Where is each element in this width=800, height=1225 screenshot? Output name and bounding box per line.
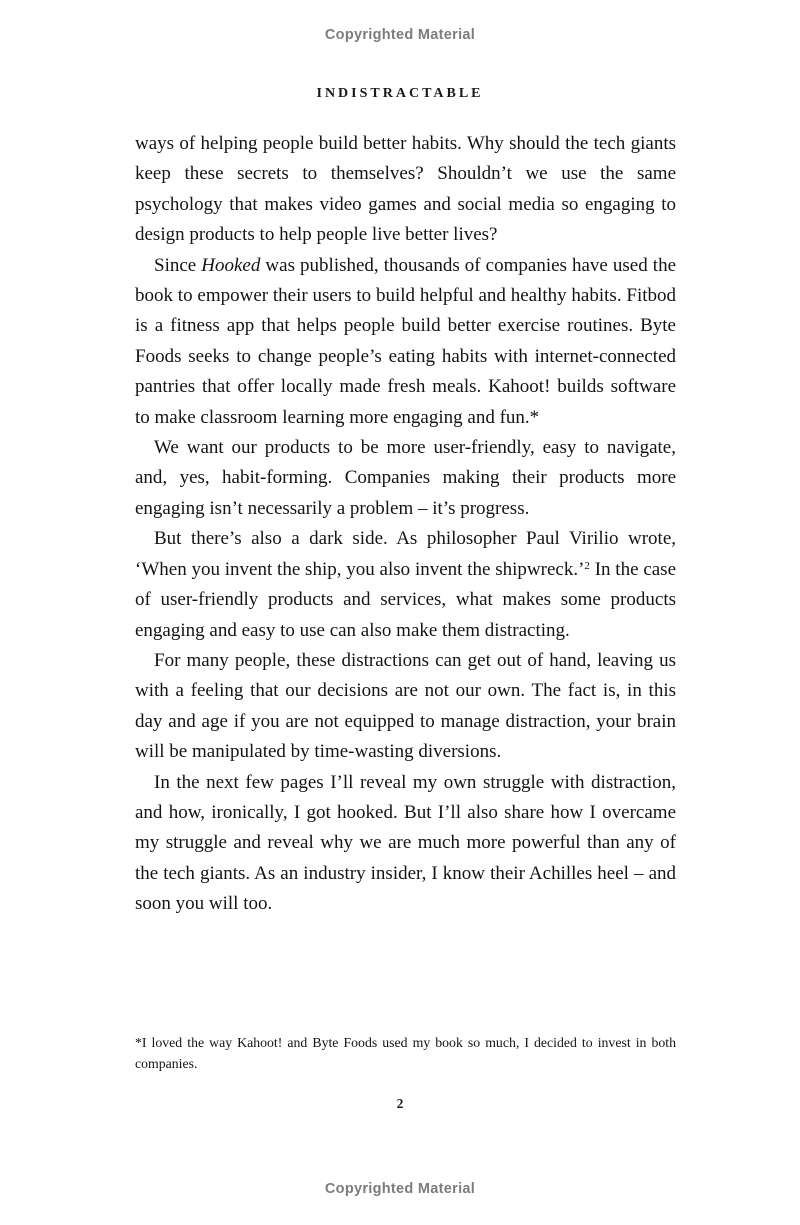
- copyright-notice-top: Copyrighted Material: [324, 27, 476, 43]
- footnote: *I loved the way Kahoot! and Byte Foods used my book so much, I decided to invest in both companies.: [135, 1035, 676, 1071]
- paragraph-1: ways of helping people build better habits. Why should the tech giants keep these secrets to themselves? Shouldn’t we use the same psychology that makes video games and social media so engaging to design products to help people live better lives?: [135, 133, 676, 246]
- page-number: 2: [396, 1096, 404, 1111]
- paragraph-2-text: was published, thousands of companies have used the book to empower their users to build helpful and healthy habits. Fitbod is a fitness app that helps people build better exercise routines. Byte Foods seeks to change people’s eating habits with internet-connected pantries that offer locally made fresh meals. Kahoot! builds software to make classroom learning more engaging and fun.*: [135, 254, 676, 428]
- endnote-reference: 2: [584, 559, 590, 572]
- paragraph-5: For many people, these distractions can get out of hand, leaving us with a feeling that our decisions are not our own. The fact is, in this day and age if you are not equipped to manage distraction, your brain will be manipulated by time-wasting diversions.: [135, 649, 676, 763]
- book-title-italic: Hooked: [201, 254, 261, 276]
- copyright-notice-bottom: Copyrighted Material: [324, 1181, 476, 1197]
- paragraph-4-text: In the case of user-friendly products and services, what makes some products engaging and easy to use can also make them distracting.: [135, 558, 677, 641]
- paragraph-2-text: Since: [154, 254, 202, 276]
- running-header: INDISTRACTABLE: [316, 86, 484, 101]
- paragraph-2: [135, 251, 676, 433]
- paragraph-3: We want our products to be more user-friendly, easy to navigate, and, yes, habit-forming. Companies making their products more engaging isn’t necessarily a problem – it’s progress.: [135, 437, 676, 519]
- paragraph-4: [135, 524, 676, 646]
- paragraph-4-text: But there’s also a dark side. As philosopher Paul Virilio wrote, ‘When you invent the ship, you also invent the shipwreck.’: [135, 528, 676, 580]
- paragraph-6: In the next few pages I’ll reveal my own struggle with distraction, and how, ironically, I got hooked. But I’ll also share how I overcame my struggle and reveal why we are much more powerful than any of the tech giants. As an industry insider, I know their Achilles heel – and soon you will too.: [135, 771, 676, 915]
- body-text-block: [135, 129, 676, 920]
